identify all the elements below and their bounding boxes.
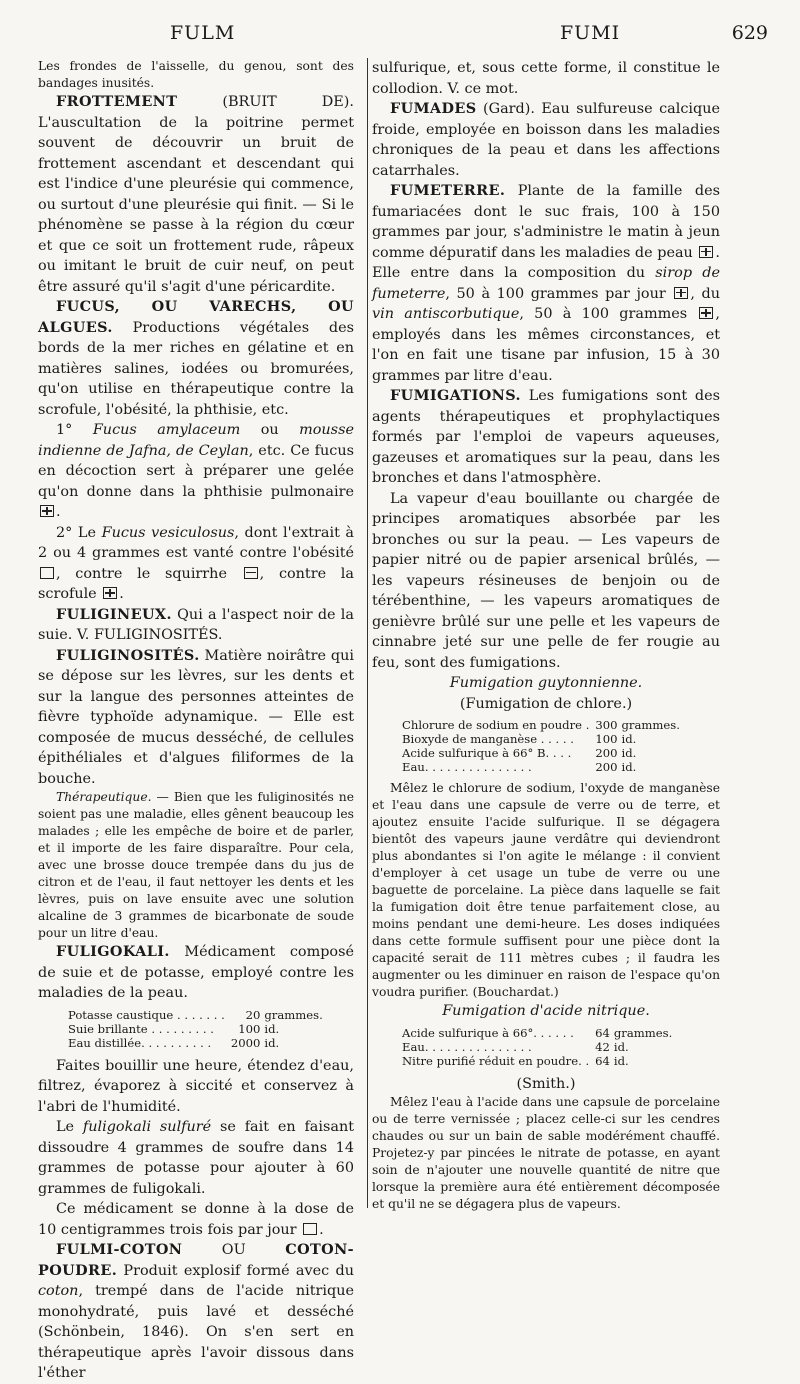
entry-head: FULIGINOSITÉS. — [56, 646, 200, 664]
quantity: 100 — [595, 732, 618, 746]
entry-fucus — [38, 297, 354, 420]
recipe-row — [68, 1008, 329, 1022]
unit: id. — [264, 1021, 280, 1036]
quantity: 42 — [595, 1039, 610, 1054]
recipe-table — [68, 1008, 329, 1050]
recipe-row — [402, 760, 686, 774]
entry-head: FULIGOKALI. — [56, 943, 170, 960]
ingredient: Eau distillée. . . . . . . . . . — [68, 1035, 212, 1050]
therapeutique-para — [38, 789, 354, 942]
entry-body: Les fumigations sont des agents thérapeutiques et prophylactiques formés par l'emploi de vapeurs aqueuses, gazeuses et aromatiques sur la peau, dans les bronches et dans l'atmosphère. — [372, 388, 720, 486]
recipe-instructions: Mêlez le chlorure de sodium, l'oxyde de manganèse et l'eau dans une capsule de verre ou de terre, et ajoutez ensuite l'acide sulfurique. Il se dégagera bientôt des vapeurs jaune verdâtre qui deviendront plus abondantes si l'on agite le mélange : il convient d'employer à cet usage un tube de verre ou une baguette de porcelaine. La pièce dans laquelle se fait la fumigation doit être tenue parfaitement close, au moins pendant une demi-heure. Les doses indiquées dans cette formule suffisent pour une pièce dont la capacité serait de 111 mètres cubes ; il faudra les augmenter ou les diminuer en raison de l'espace qu'on voudra purifier. (Bouchardat.) — [372, 781, 720, 999]
recipe-row — [402, 1026, 678, 1040]
entry-body: (Gard). Eau sulfureuse calcique froide, employée en boisson dans les maladies chroniques de la peau et dans les affections catarrhales. — [372, 101, 720, 179]
ingredient: Eau. . . . . . . . . . . . . . . — [402, 1039, 532, 1054]
left-headword: FULM — [170, 22, 236, 44]
entry-body: Médicament composé de suie et de potasse, employé contre les maladies de la peau. — [38, 944, 354, 1001]
unit: grammes. — [613, 1025, 673, 1040]
paragraph — [38, 1117, 354, 1199]
text: , dont l'extrait à 2 ou 4 grammes est vanté contre l'obésité — [38, 524, 355, 561]
ingredient: Chlorure de sodium en poudre . — [402, 718, 590, 732]
fucus-item-1: 1° Fucus amylaceum ou mousse indienne de Jafna, de Ceylan, etc. Ce fucus en décoction sert à préparer une gelée qu'on donne dans la phthisie pulmonaire . — [38, 422, 354, 520]
plus-box-icon — [40, 505, 54, 517]
paragraph: La vapeur d'eau bouillante ou chargée de principes aromatiques absorbée par les bronches ou sur la peau. — Les vapeurs de papier nitré ou de papier arsenical brûlés, — les vapeurs résineuses de benjoin ou de térébenthine, — les vapeurs aromatiques de genièvre brûlé sur une pelle et les vapeurs de cinnabre jeté sur une pelle de fer rougie au feu, sont des fumigations. — [372, 490, 720, 671]
text: — Bien que les fuliginosités ne soient pas une maladie, elles gênent beaucoup les malades ; elle les empêche de boire et de parler, et il importe de les faire disparaître. Pour cela, avec une brosse douce trempée dans du jus de citron et de l'eau, il faut nettoyer les dents et les lèvres, puis on lave ensuite avec une solution alcaline de 3 grammes de bicarbonate de soude pour un litre d'eau. — [38, 790, 354, 940]
text: 1° — [56, 422, 93, 438]
quantity: 200 — [595, 760, 618, 774]
recipe-row — [402, 1040, 678, 1054]
entry-fuligokali — [38, 942, 354, 1004]
ingredient: Nitre purifié réduit en poudre. . — [402, 1053, 590, 1068]
text: sirop de fumeterre — [372, 265, 721, 302]
continuation-text: Les frondes de l'aisselle, du genou, sont des bandages inusités. — [38, 59, 354, 90]
unit: id. — [621, 760, 637, 774]
text: vin antiscorbutique — [372, 306, 520, 322]
recipe-table — [402, 718, 686, 774]
text: Fucus amylaceum — [92, 422, 241, 438]
recipe-row — [402, 746, 686, 760]
recipe-instructions: Mêlez l'eau à l'acide dans une capsule de porcelaine ou de terre vernissée ; placez celle-ci sur les cendres chaudes ou sur un bain de sable modérément chauffé. Projetez-y par pincées le nitrate de potasse, en ayant soin de n'ajouter une nouvelle quantité de nitre que lorsque la première aura été entièrement décomposée et qu'il ne se dégagera plus de vapeurs. — [372, 1095, 720, 1211]
right-column — [372, 58, 720, 1213]
text: OU — [182, 1242, 286, 1258]
recipe-subtitle: (Fumigation de chlore.) — [459, 695, 633, 712]
entry-head: FULMI-COTON — [56, 1241, 183, 1258]
entry-fulmi-coton — [38, 1240, 354, 1384]
entry-head: FULIGINEUX. — [56, 605, 172, 623]
entry-frottement — [38, 92, 354, 297]
unit: id. — [613, 1053, 629, 1068]
text: , trempé dans de l'acide nitrique monohydraté, puis lavé et desséché (Schönbein, 1846). On s'en sert en thérapeutique après l'avoir dissous dans l'éther — [38, 1283, 354, 1381]
text: Fucus vesiculosus — [101, 524, 235, 541]
text: , employés dans les mêmes circonstances, et l'on en fait une tisane par infusion, 15 à 30 grammes par litre d'eau. — [372, 306, 720, 384]
entry-head: FUMETERRE. — [390, 182, 506, 199]
continuation-text: sulfurique, et, sous cette forme, il constitue le collodion. V. ce mot. — [372, 60, 720, 97]
unit: id. — [613, 1039, 629, 1054]
recipe-title: Fumigation d'acide nitrique. — [442, 1003, 650, 1019]
entry-head: FUMIGATIONS. — [390, 387, 521, 404]
entry-body: (BRUIT DE). L'auscultation de la poitrine permet souvent de découvrir un bruit de frottement ascendant et descendant qui est l'indice d'une pleurésie qui commence, ou surtout d'une pleurésie qui finit. — Si le phénomène se passe à la région du cœur et que ce soit un frottement rude, râpeux ou imitant le bruit de cuir neuf, on peut être assuré qu'il s'agit d'une péricardite. — [38, 94, 354, 295]
entry-head: COTON-POUDRE. — [38, 1241, 354, 1279]
ingredient: Suie brillante . . . . . . . . . — [68, 1021, 214, 1036]
entry-head: FROTTEMENT — [56, 93, 178, 110]
recipe-table — [402, 1026, 678, 1068]
empty-box-icon — [303, 1223, 317, 1235]
running-header — [30, 22, 770, 52]
ingredient: Potasse caustique . . . . . . . — [68, 1007, 225, 1022]
recipe-row — [402, 1054, 678, 1068]
right-headword: FUMI — [560, 22, 621, 44]
unit: grammes. — [264, 1007, 323, 1022]
plus-box-icon — [699, 307, 713, 319]
left-column — [38, 58, 354, 1384]
text: coton — [38, 1283, 79, 1299]
text: , etc. Ce fucus en décoction sert à préparer une gelée qu'on donne dans la phthisie pulmonaire — [38, 442, 354, 500]
text: 2° Le — [56, 524, 102, 541]
text: Plante de la famille des fumariacées dont le suc frais, 100 à 150 grammes par jour, s'administre le matin à jeun comme dépuratif dans les maladies de peau — [372, 183, 720, 261]
quantity: 20 — [245, 1007, 261, 1022]
text: Le — [56, 1119, 83, 1135]
ingredient: Acide sulfurique à 66° B. . . . — [402, 746, 572, 760]
quantity: 200 — [595, 746, 618, 760]
unit: id. — [621, 732, 637, 746]
quantity: 64 — [595, 1025, 610, 1040]
text: , contre la scrofule — [38, 565, 354, 602]
ingredient: Eau. . . . . . . . . . . . . . . — [402, 760, 532, 774]
text: . Elle entre dans la composition du — [372, 244, 720, 281]
entry-body: Qui a l'aspect noir de la suie. V. FULIGINOSITÉS. — [38, 606, 354, 643]
ingredient: Acide sulfurique à 66°. . . . . . — [402, 1025, 574, 1040]
quantity: 100 — [238, 1021, 261, 1036]
entry-fuliginosites — [38, 646, 354, 790]
paragraph: Faites bouillir une heure, étendez d'eau, filtrez, évaporez à siccité et conservez à l'abri de l'humidité. — [38, 1057, 354, 1115]
text: , du — [690, 285, 720, 302]
recipe-row — [402, 732, 686, 746]
empty-box-icon — [40, 567, 54, 579]
unit: id. — [621, 746, 637, 760]
plus-box-icon — [674, 287, 688, 299]
text: se fait en faisant dissoudre 4 grammes de soufre dans 14 grammes de potasse pour ajouter à 60 grammes de fuligokali. — [38, 1119, 354, 1197]
text: , 50 à 100 grammes — [519, 306, 688, 322]
recipe-title: Fumigation guytonnienne. — [449, 675, 643, 691]
text: , 50 à 100 grammes par jour — [445, 285, 666, 302]
entry-body: Productions végétales des bords de la mer riches en gélatine et en matières salines, iodées ou bromurées, qu'on utilise en thérapeutique contre la scrofule, l'obésité, la phthisie, etc. — [38, 319, 354, 418]
plus-box-icon — [103, 587, 117, 599]
recipe-row — [68, 1022, 329, 1036]
recipe-row — [68, 1036, 329, 1050]
plus-box-icon — [699, 246, 713, 258]
unit: id. — [264, 1035, 280, 1050]
entry-head: FUCUS, OU VARECHS, OU ALGUES. — [38, 298, 354, 336]
text: mousse indienne de Jafna, de Ceylan — [38, 422, 354, 459]
recipe-row — [402, 718, 686, 732]
text: Thérapeutique. — [56, 790, 152, 804]
fucus-item-2: 2° Le Fucus vesiculosus, dont l'extrait à 2 ou 4 grammes est vanté contre l'obésité , contre le squirrhe , contre la scrofule . — [38, 524, 355, 602]
paragraph: Ce médicament se donne à la dose de 10 centigrammes trois fois par jour . — [38, 1201, 354, 1238]
entry-fumigations — [372, 386, 720, 489]
text: Produit explosif formé avec du — [117, 1262, 354, 1279]
text: fuligokali sulfuré — [82, 1119, 212, 1135]
entry-fumeterre — [372, 181, 720, 386]
page-number: 629 — [731, 22, 768, 44]
column-divider — [367, 58, 368, 1208]
entry-body: Matière noirâtre qui se dépose sur les lèvres, sur les dents et sur la langue des personnes atteintes de fièvre typhoïde adynamique. — Elle est composée de mucus desséché, de cellules épithéliales et d'algues filiformes de la bouche. — [38, 647, 354, 787]
quantity: 2000 — [230, 1035, 261, 1050]
text: ou — [240, 422, 300, 438]
recipe-source: (Smith.) — [516, 1075, 576, 1092]
ingredient: Bioxyde de manganèse . . . . . — [402, 732, 574, 746]
text: , contre le squirrhe — [56, 565, 227, 582]
text: Ce médicament se donne à la dose de 10 centigrammes trois fois par jour — [38, 1201, 354, 1238]
unit: grammes. — [621, 718, 680, 732]
entry-head: FUMADES — [390, 100, 477, 117]
quantity: 64 — [595, 1053, 610, 1068]
entry-fumades — [372, 99, 720, 181]
quantity: 300 — [595, 718, 618, 732]
entry-fuligineux — [38, 605, 354, 646]
minus-box-icon — [244, 567, 258, 579]
